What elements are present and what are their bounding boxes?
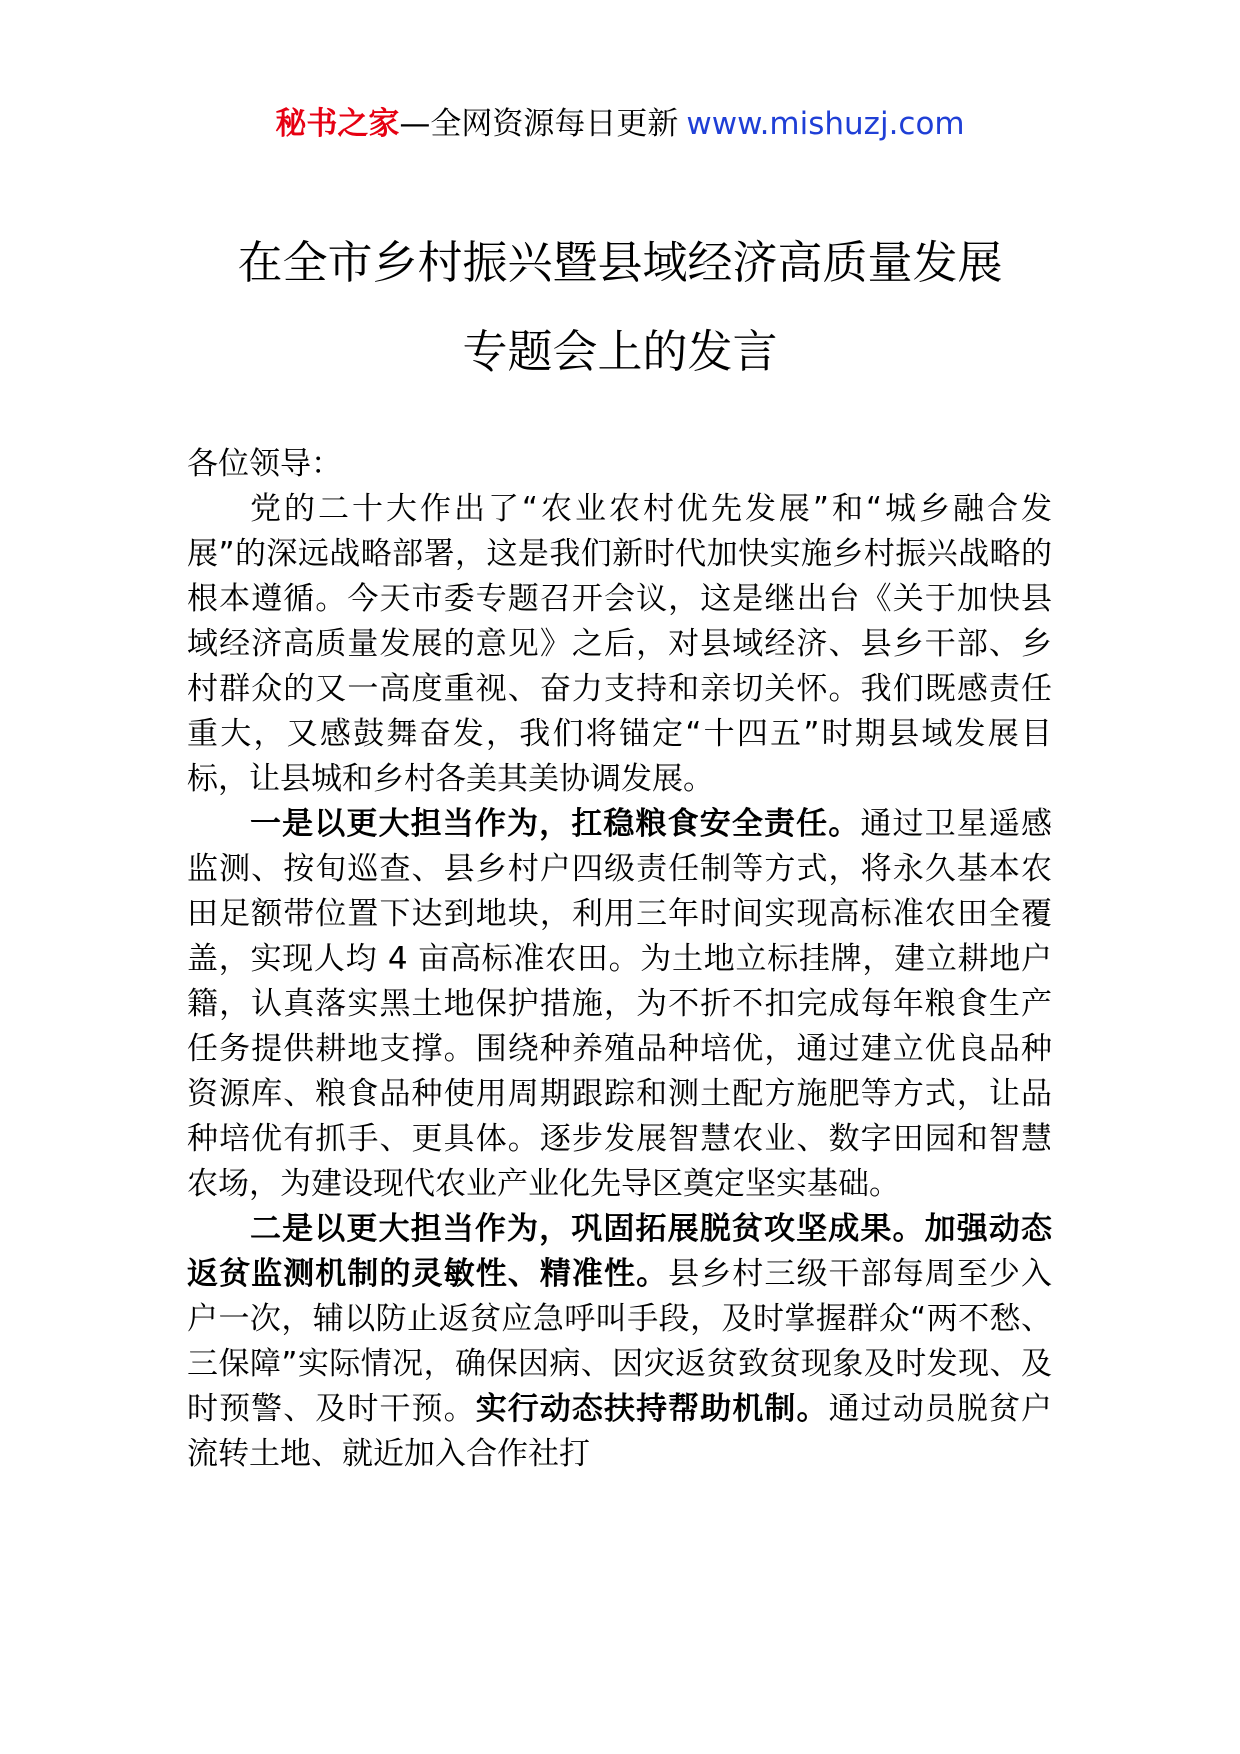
document-body (187, 442, 1052, 1477)
paragraph-subheading: 实行动态扶持帮助机制。 (475, 1391, 829, 1427)
salutation: 各位领导： (187, 446, 342, 482)
paragraph-point-2 (187, 1207, 1052, 1477)
paragraph-text: 党的二十大作出了“农业农村优先发展”和“城乡融合发展”的深远战略部署，这是我们新时代加快实施乡村振兴战略的根本遵循。今天市委专题召开会议，这是继出台《关于加快县域经济高质量发展的意见》之后，对县域经济、县乡干部、乡村群众的又一高度重视、奋力支持和亲切关怀。我们既感责任重大，又感鼓舞奋发，我们将锚定“十四五”时期县域发展目标，让县城和乡村各美其美协调发展。 (187, 491, 1052, 797)
paragraph-lead: 二是以更大担当作为，巩固拓展脱贫攻坚成果。 (250, 1211, 925, 1247)
paragraph-text: 县乡村三级干部每周至少入户一次，辅以防止返贫应急呼叫手段，及时掌握群众“两不愁、三保障”实际情况，确保因病、因灾返贫致贫现象及时发现、及时预警、及时干预。 (187, 1256, 1053, 1427)
paragraph-point-1 (187, 802, 1052, 1207)
paragraph-text: 通过动员脱贫户流转土地、就近加入合作社打 (187, 1391, 1053, 1472)
document-title-line-1: 在全市乡村振兴暨县域经济高质量发展 (237, 236, 1003, 289)
brand-name: 秘书之家 (275, 106, 400, 142)
paragraph-subheading: 加强动态返贫监测机制的灵敏性、精准性。 (187, 1211, 1052, 1292)
paragraph-lead: 一是以更大担当作为，扛稳粮食安全责任。 (250, 806, 861, 842)
paragraph-intro (187, 487, 1052, 802)
document-title-line-2: 专题会上的发言 (462, 325, 778, 378)
site-url-link[interactable]: www.mishuzj.com (686, 106, 965, 142)
paragraph-text: 通过卫星遥感监测、按旬巡查、县乡村户四级责任制等方式，将永久基本农田足额带位置下达到地块，利用三年时间实现高标准农田全覆盖，实现人均 4 亩高标准农田。为土地立标挂牌，建立耕地户籍，认真落实黑土地保护措施，为不折不扣完成每年粮食生产任务提供耕地支撑。围绕种养殖品种培优，通过建立优良品种资源库、粮食品种使用周期跟踪和测土配方施肥等方式，让品种培优有抓手、更具体。逐步发展智慧农业、数字田园和智慧农场，为建设现代农业产业化先导区奠定坚实基础。 (187, 806, 1052, 1202)
header-tagline: —全网资源每日更新 (399, 106, 679, 142)
site-header (0, 100, 1240, 148)
